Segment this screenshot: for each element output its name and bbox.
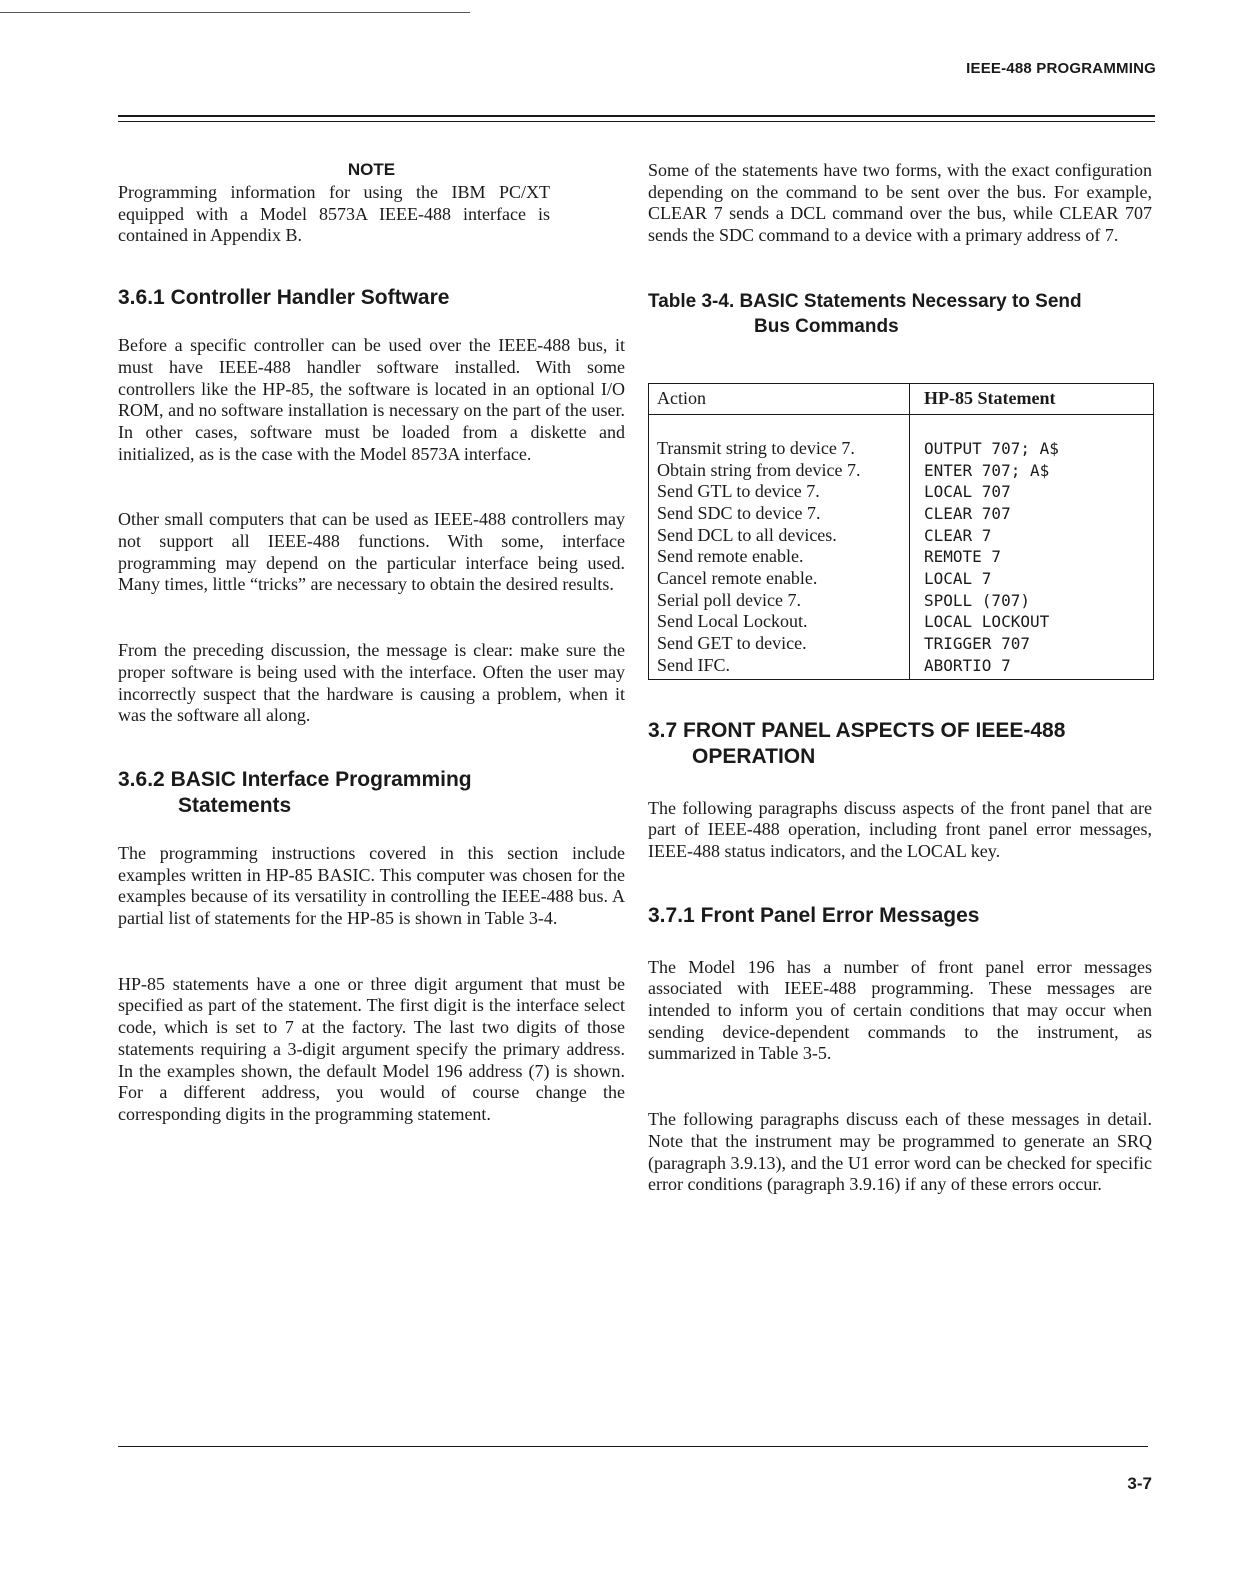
note-text: Programming information for using the IBM PC/XT equipped with a Model 8573A IEEE-488 interface is contained in Appendix B. xyxy=(118,182,550,246)
table-row xyxy=(649,568,1154,590)
left-column xyxy=(118,160,625,1126)
header-rule-thin xyxy=(118,121,1155,122)
action-cell: Send DCL to all devices. xyxy=(649,525,910,547)
header-rule-thick xyxy=(118,115,1155,117)
bus-commands-table xyxy=(648,383,1154,680)
paragraph: The programming instructions covered in this section include examples written in HP-85 BASIC. This computer was chosen for the examples because of its versatility in controlling the IEEE-488 bus. A partial list of statements for the HP-85 is shown in Table 3-4. xyxy=(118,842,625,929)
section-number: 3.6.2 xyxy=(118,767,165,791)
section-number: 3.7.1 xyxy=(648,903,695,927)
statement-cell: CLEAR 7 xyxy=(910,525,1154,547)
action-cell: Send remote enable. xyxy=(649,546,910,568)
table-row xyxy=(649,546,1154,568)
action-cell: Send GTL to device 7. xyxy=(649,481,910,503)
section-number: 3.6.1 xyxy=(118,286,165,310)
running-head: IEEE-488 PROGRAMMING xyxy=(966,60,1156,77)
statement-cell: TRIGGER 707 xyxy=(910,633,1154,655)
action-cell: Cancel remote enable. xyxy=(649,568,910,590)
table-row xyxy=(649,590,1154,612)
paragraph: The following paragraphs discuss each of these messages in detail. Note that the instrument may be programmed to generate an SRQ (paragraph 3.9.13), and the U1 error word can be checked for specific error conditions (paragraph 3.9.16) if any of these errors occur. xyxy=(648,1109,1152,1195)
table-header-row xyxy=(649,383,1154,414)
table-row xyxy=(649,525,1154,547)
table-caption-line-2: Bus Commands xyxy=(754,315,899,337)
section-title: Front Panel Error Messages xyxy=(700,903,980,927)
paragraph: The following paragraphs discuss aspects of the front panel that are part of IEEE-488 operation, including front panel error messages, IEEE-488 status indicators, and the LOCAL key. xyxy=(648,797,1152,861)
action-cell: Send Local Lockout. xyxy=(649,611,910,633)
right-column xyxy=(648,160,1152,1196)
table-row xyxy=(649,460,1154,482)
paragraph: The Model 196 has a number of front panel error messages associated with IEEE-488 programming. These messages are intended to inform you of certain conditions that may occur when sending device-dependent commands to the instrument, as summarized in Table 3-5. xyxy=(648,956,1152,1064)
statement-cell: LOCAL 7 xyxy=(910,568,1154,590)
section-3-6-1-heading xyxy=(118,285,625,311)
action-cell: Send IFC. xyxy=(649,655,910,679)
statement-cell: ENTER 707; A$ xyxy=(910,460,1154,482)
statement-cell: SPOLL (707) xyxy=(910,590,1154,612)
paragraph: Other small computers that can be used as IEEE-488 controllers may not support all IEEE-488 functions. With some, interface programming may depend on the particular interface being used. Many times, little “tricks” are necessary to obtain the desired results. xyxy=(118,509,625,595)
action-cell: Send SDC to device 7. xyxy=(649,503,910,525)
table-row xyxy=(649,503,1154,525)
statement-cell: ABORTIO 7 xyxy=(910,655,1154,679)
paragraph: HP-85 statements have a one or three digit argument that must be specified as part of the statement. The first digit is the interface select code, which is set to 7 at the factory. The last two digits of those statements requiring a 3-digit argument specify the primary address. In the examples shown, the default Model 196 address (7) is shown. For a different address, you would of course change the corresponding digits in the programming statement. xyxy=(118,973,625,1124)
action-cell: Serial poll device 7. xyxy=(649,590,910,612)
table-row xyxy=(649,611,1154,633)
table-row xyxy=(649,655,1154,679)
statement-cell: CLEAR 707 xyxy=(910,503,1154,525)
top-edge-rule xyxy=(0,12,470,13)
section-title-line-1: BASIC Interface Programming xyxy=(170,767,472,791)
intro-paragraph: Some of the statements have two forms, with the exact configuration depending on the command to be sent over the bus. For example, CLEAR 7 sends a DCL command over the bus, while CLEAR 707 sends the SDC command to a device with a primary address of 7. xyxy=(648,160,1152,246)
note-block xyxy=(118,160,625,247)
table-caption-line-1: Table 3-4. BASIC Statements Necessary to Send xyxy=(648,290,1082,312)
column-header-action: Action xyxy=(649,383,910,414)
column-header-statement: HP-85 Statement xyxy=(910,383,1154,414)
page-number: 3-7 xyxy=(1127,1474,1152,1493)
action-cell: Transmit string to device 7. xyxy=(649,438,910,460)
table-row xyxy=(649,481,1154,503)
table-row xyxy=(649,438,1154,460)
table-caption xyxy=(648,289,1152,339)
section-title-line-2: Statements xyxy=(178,793,292,817)
statement-cell: OUTPUT 707; A$ xyxy=(910,438,1154,460)
section-number: 3.7 xyxy=(648,718,678,742)
section-title-line-1: FRONT PANEL ASPECTS OF IEEE-488 xyxy=(683,718,1066,742)
paragraph: Before a specific controller can be used over the IEEE-488 bus, it must have IEEE-488 handler software installed. With some controllers like the HP-85, the software is located in an optional I/O ROM, and no software installation is necessary on the part of the user. In other cases, software must be loaded from a diskette and initialized, as is the case with the Model 8573A interface. xyxy=(118,335,625,464)
statement-cell: LOCAL LOCKOUT xyxy=(910,611,1154,633)
statement-cell: LOCAL 707 xyxy=(910,481,1154,503)
note-title: NOTE xyxy=(347,160,396,179)
statement-cell: REMOTE 7 xyxy=(910,546,1154,568)
section-3-6-2-heading xyxy=(118,767,625,819)
table-row xyxy=(649,633,1154,655)
section-title-line-2: OPERATION xyxy=(692,744,816,768)
table-spacer-row xyxy=(649,414,1154,438)
section-title: Controller Handler Software xyxy=(170,286,450,310)
action-cell: Obtain string from device 7. xyxy=(649,460,910,482)
section-3-7-heading xyxy=(648,718,1152,770)
footer-rule xyxy=(118,1446,1148,1447)
paragraph: From the preceding discussion, the message is clear: make sure the proper software is being used with the interface. Often the user may incorrectly suspect that the hardware is causing a problem, when it was the software all along. xyxy=(118,640,625,726)
section-3-7-1-heading xyxy=(648,903,1152,929)
action-cell: Send GET to device. xyxy=(649,633,910,655)
